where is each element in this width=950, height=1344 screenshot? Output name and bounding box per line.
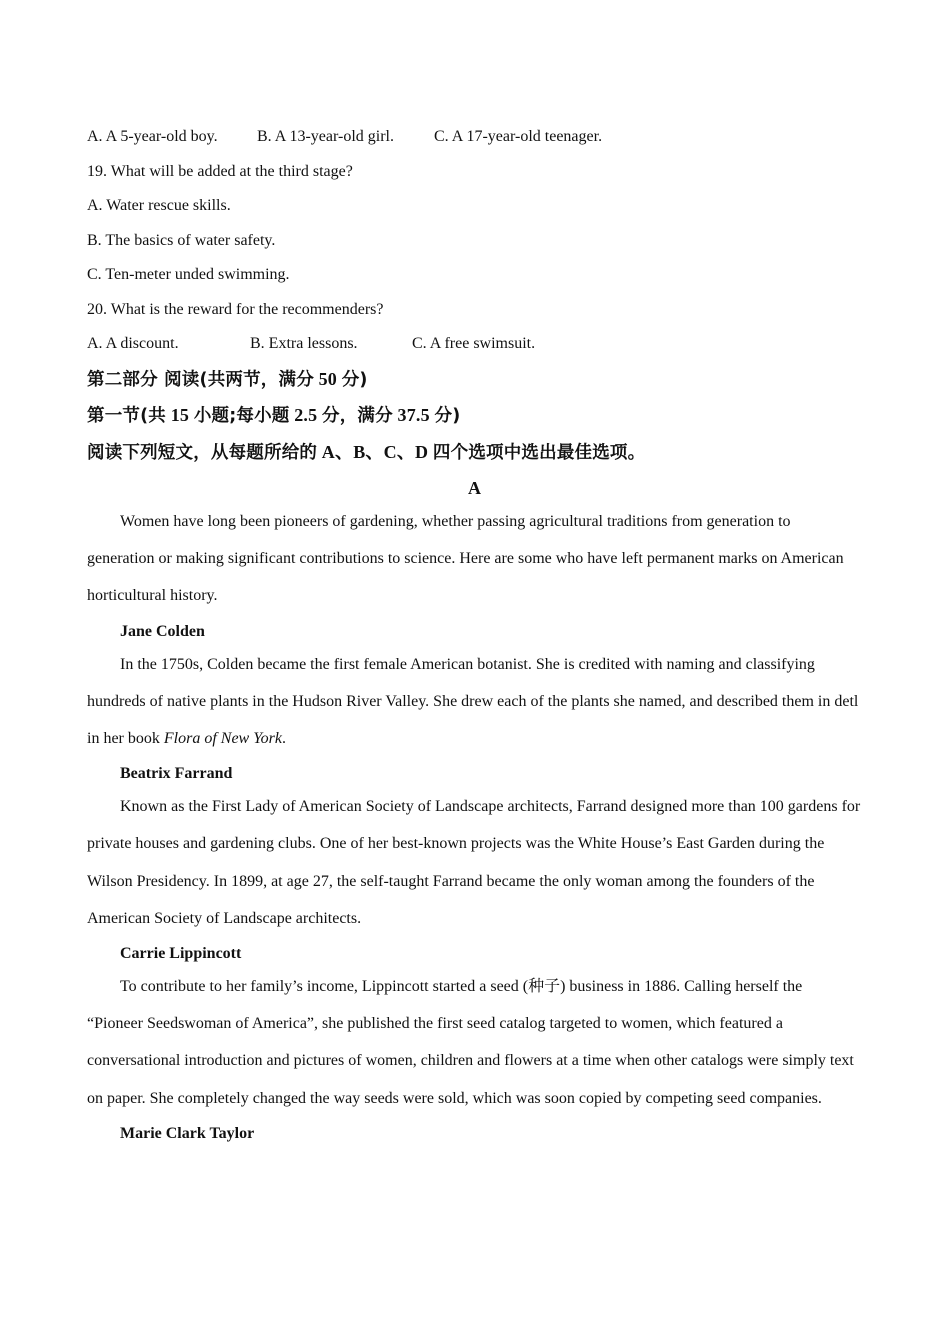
instruction-letters: A、B、C、D: [317, 441, 433, 462]
passage-intro: Women have long been pioneers of gardening, whether passing agricultural traditions from generation to generation or making significant contributions to science. Here are some who have left permanent marks on American horticultural history.: [87, 513, 844, 605]
q19-question: 19. What will be added at the third stage?: [87, 162, 353, 180]
q18-option-a: A. A 5-year-old boy.: [87, 128, 218, 145]
section-name-farrand: Beatrix Farrand: [120, 765, 233, 783]
q18-options: [87, 124, 862, 159]
section1-mid: 小题;每小题: [193, 406, 290, 426]
section1-mid2: 分，满分: [322, 406, 393, 426]
section-text-farrand: Known as the First Lady of American Society of Landscape architects, Farrand designed more than 100 gardens for private houses and gardening clubs. One of her best-known projects was the White House’s East Garden during the Wilson Presidency. In 1899, at age 27, the self-taught Farrand became the only woman among the founders of the American Society of Landscape architects.: [87, 798, 861, 927]
section1-points-each: 2.5: [289, 405, 323, 425]
section-name-lippincott: Carrie Lippincott: [120, 945, 242, 963]
section1-post: 分): [434, 406, 461, 426]
q20-option-b: B. Extra lessons.: [250, 335, 358, 352]
q20-options: [87, 331, 862, 366]
instruction-pre: 阅读下列短文，从每题所给的: [87, 442, 318, 463]
section1-pre: 第一节(共: [87, 406, 166, 426]
section1-total: 37.5: [392, 405, 435, 425]
part2-heading-pre: 第二部分 阅读(共两节，满分: [87, 369, 314, 390]
passage-label: A: [468, 478, 481, 498]
q19-option-c: C. Ten-meter unded swimming.: [87, 266, 290, 283]
section1-heading: [87, 402, 862, 439]
q19-option-b: B. The basics of water safety.: [87, 231, 276, 249]
reading-instruction: [87, 439, 862, 476]
q18-option-b: B. A 13-year-old girl.: [257, 128, 394, 145]
part2-heading-num: 50: [313, 368, 342, 389]
section-name-taylor: Marie Clark Taylor: [120, 1124, 255, 1142]
part2-heading: [87, 366, 862, 403]
q20-question: 20. What is the reward for the recommenders?: [87, 300, 384, 318]
colden-text: In the 1750s, Colden became the first female American botanist. She is credited with naming and classifying hundreds of native plants in the Hudson River Valley. She drew each of the plants she named, and described them in detl in her book: [87, 655, 859, 748]
q20-option-a: A. A discount.: [87, 335, 179, 352]
section-text-lippincott: To contribute to her family’s income, Lippincott started a seed (种子) business in 1886. Calling herself the “Pioneer Seedswoman of America”, she published the first seed catalog targeted to women, which featured a conversational introduction and pictures of women, children and flowers at a time when other catalogs were simply text on paper. She completely changed the way seeds were sold, which was soon copied by competing seed companies.: [87, 978, 854, 1107]
section1-count: 15: [166, 405, 194, 425]
part2-heading-post: 分): [341, 369, 368, 390]
section-text-colden: [87, 646, 862, 758]
q18-option-c: C. A 17-year-old teenager.: [434, 128, 603, 145]
exam-page: [87, 124, 862, 1154]
q19-option-a: A. Water rescue skills.: [87, 197, 231, 214]
instruction-post: 四个选项中选出最佳选项。: [432, 442, 646, 463]
q20-option-c: C. A free swimsuit.: [412, 335, 536, 352]
book-title: Flora of New York: [163, 730, 282, 748]
section-name-colden: Jane Colden: [120, 622, 205, 640]
colden-text-end: .: [281, 730, 286, 748]
